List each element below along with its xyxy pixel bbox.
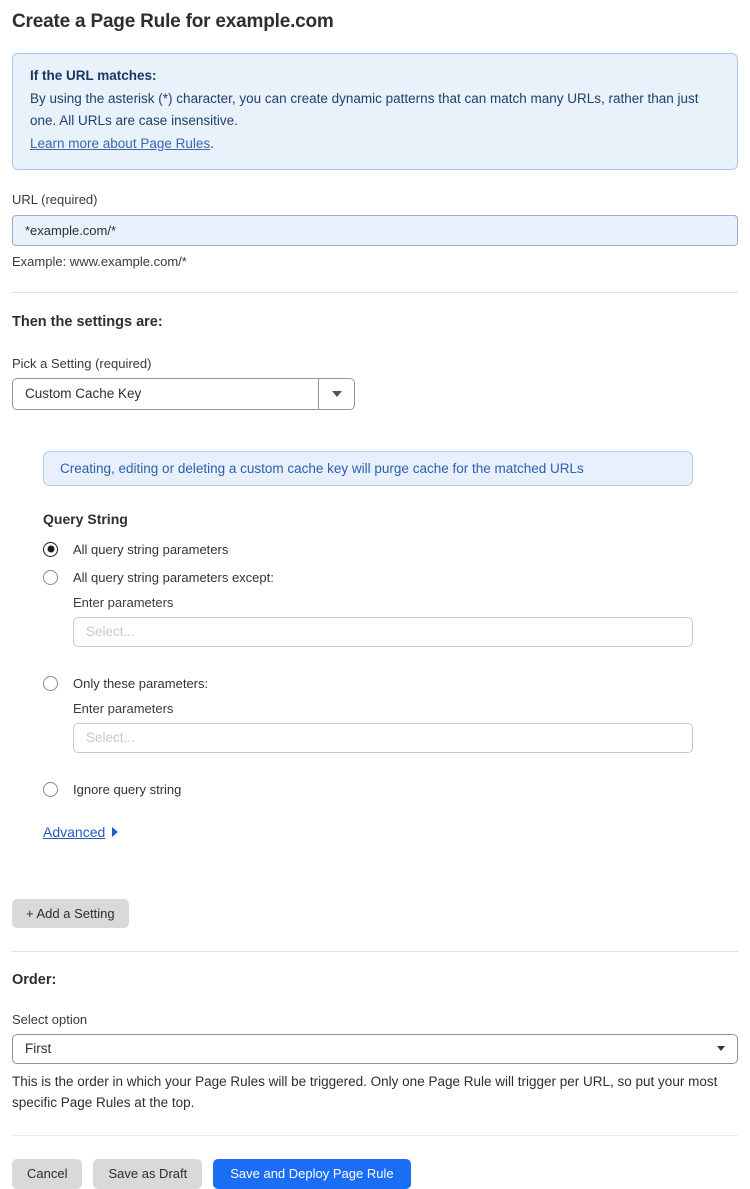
chevron-right-icon — [112, 827, 118, 837]
link-suffix: . — [210, 136, 214, 152]
chevron-down-icon — [332, 391, 342, 397]
enter-parameters-label: Enter parameters — [73, 700, 174, 716]
info-box-heading: If the URL matches: — [30, 68, 157, 83]
order-heading: Order: — [12, 971, 57, 988]
radio-icon[interactable] — [43, 542, 58, 557]
footer-buttons — [12, 1159, 738, 1189]
order-divider — [12, 951, 738, 952]
settings-heading: Then the settings are: — [12, 313, 163, 330]
custom-cache-key-panel — [43, 451, 693, 842]
radio-icon[interactable] — [43, 570, 58, 585]
info-box-body: By using the asterisk (*) character, you can create dynamic patterns that can match many URLs, rather than just one. All URLs are case insensitive. — [30, 90, 699, 129]
radio-all-query-params[interactable] — [43, 542, 693, 557]
chevron-down-icon — [717, 1046, 725, 1051]
order-select[interactable] — [12, 1034, 738, 1064]
radio-label: All query string parameters — [73, 541, 229, 557]
enter-parameters-label: Enter parameters — [73, 594, 174, 610]
add-setting-button[interactable]: + Add a Setting — [12, 899, 129, 928]
radio-icon[interactable] — [43, 782, 58, 797]
except-params-block — [73, 595, 693, 647]
radio-all-params-except[interactable] — [43, 570, 693, 585]
order-select-label: Select option — [12, 1011, 88, 1027]
url-example-text: Example: www.example.com/* — [12, 253, 187, 269]
pick-setting-label: Pick a Setting (required) — [12, 355, 152, 371]
save-deploy-button[interactable]: Save and Deploy Page Rule — [213, 1159, 410, 1189]
url-match-info-box — [12, 53, 738, 170]
setting-dropdown-arrow-button[interactable] — [318, 379, 354, 409]
section-divider — [12, 292, 738, 293]
radio-label: Ignore query string — [73, 781, 182, 797]
setting-dropdown[interactable] — [12, 378, 355, 410]
only-parameters-input[interactable] — [73, 723, 693, 753]
info-box-link-line — [30, 133, 720, 156]
learn-more-link[interactable]: Learn more about Page Rules — [30, 136, 211, 152]
footer-divider — [12, 1135, 738, 1136]
advanced-link[interactable] — [43, 824, 118, 840]
setting-dropdown-value: Custom Cache Key — [25, 386, 142, 402]
except-parameters-input[interactable] — [73, 617, 693, 647]
order-select-value: First — [25, 1041, 52, 1057]
url-field-label: URL (required) — [12, 191, 98, 207]
only-params-block — [73, 701, 693, 753]
query-string-heading: Query String — [43, 510, 128, 527]
cancel-button[interactable]: Cancel — [12, 1159, 82, 1189]
radio-label: All query string parameters except: — [73, 569, 274, 585]
radio-only-these-params[interactable] — [43, 676, 693, 691]
save-draft-button[interactable]: Save as Draft — [93, 1159, 202, 1189]
page-title: Create a Page Rule for example.com — [12, 11, 334, 32]
radio-label: Only these parameters: — [73, 675, 209, 691]
radio-ignore-query-string[interactable] — [43, 782, 693, 797]
purge-cache-notice: Creating, editing or deleting a custom cache key will purge cache for the matched URLs — [43, 451, 693, 486]
url-input[interactable] — [12, 215, 738, 246]
radio-icon[interactable] — [43, 676, 58, 691]
order-help-text: This is the order in which your Page Rules will be triggered. Only one Page Rule will trigger per URL, so put your most specific Page Rules at the top. — [12, 1073, 718, 1111]
advanced-link-label: Advanced — [43, 823, 106, 840]
